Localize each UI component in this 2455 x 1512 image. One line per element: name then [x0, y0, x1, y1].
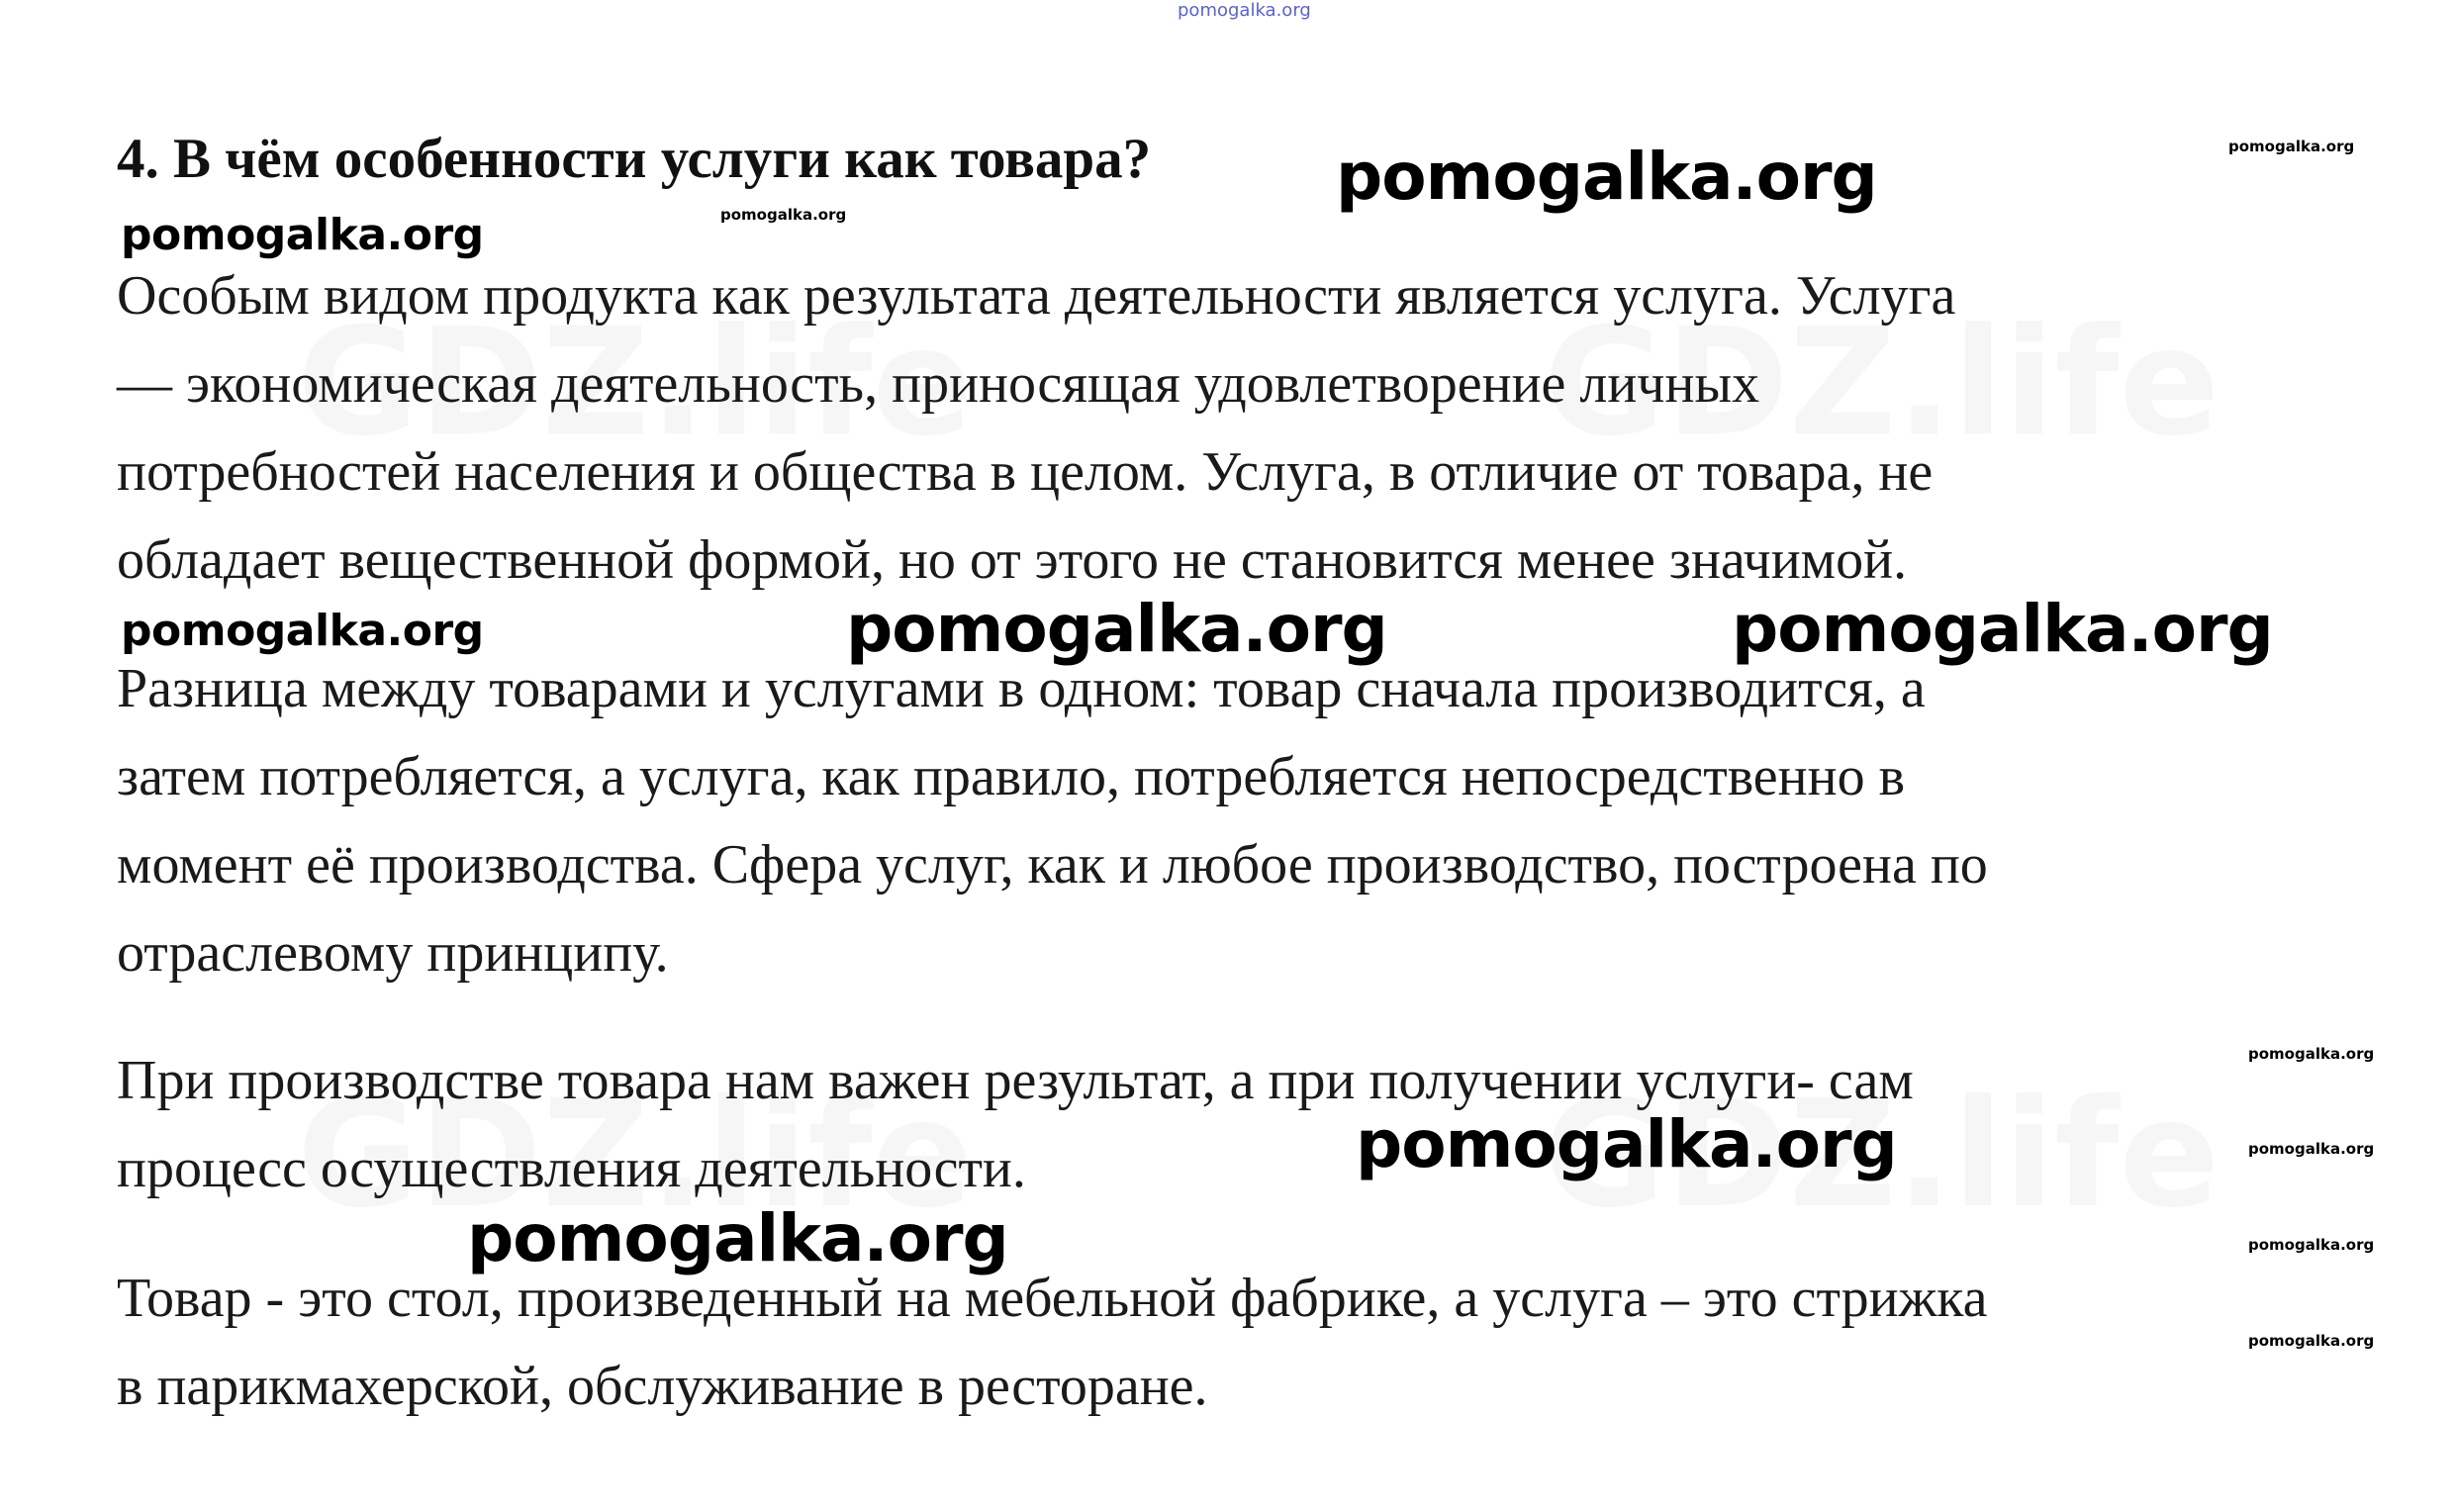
header-watermark: pomogalka.org [1178, 0, 1311, 21]
paragraph-line: отраслевому принципу. [117, 922, 669, 984]
paragraph-2 [117, 645, 2393, 997]
paragraph-line: затем потребляется, а услуга, как правило, потребляется непосредственно в [117, 746, 1906, 807]
watermark-large: pomogalka.org [846, 591, 1387, 667]
paragraph-line: Особым видом продукта как результата деятельности является услуга. Услуга [117, 265, 1956, 327]
paragraph-3 [117, 1037, 2393, 1213]
paragraph-line: момент её производства. Сфера услуг, как и любое производство, построена по [117, 834, 1988, 896]
paragraph-line: потребностей населения и общества в целом. Услуга, в отличие от товара, не [117, 441, 1934, 503]
watermark-medium: pomogalka.org [121, 606, 484, 656]
watermark-small: pomogalka.org [2248, 1332, 2375, 1350]
paragraph-4 [117, 1255, 2393, 1431]
watermark-small: pomogalka.org [2228, 138, 2355, 155]
paragraph-line: Разница между товарами и услугами в одном: товар сначала производится, а [117, 658, 1926, 719]
paragraph-line: При производстве товара нам важен результат, а при получении услуги- сам [117, 1050, 1914, 1111]
watermark-medium: pomogalka.org [121, 210, 484, 260]
watermark-large: pomogalka.org [1732, 591, 2273, 667]
paragraph-1 [117, 252, 2393, 605]
watermark-small: pomogalka.org [2248, 1140, 2375, 1158]
paragraph-line: — экономическая деятельность, приносящая удовлетворение личных [117, 353, 1760, 415]
question-heading: 4. В чём особенности услуги как товара? [117, 128, 1152, 190]
paragraph-line: Товар - это стол, произведенный на мебельной фабрике, а услуга – это стрижка [117, 1268, 1988, 1329]
paragraph-line: процесс осуществления деятельности. [117, 1138, 1026, 1199]
paragraph-line: в парикмахерской, обслуживание в ресторане. [117, 1356, 1208, 1417]
watermark-small: pomogalka.org [2248, 1236, 2375, 1254]
watermark-small: pomogalka.org [2248, 1045, 2375, 1063]
paragraph-line: обладает вещественной формой, но от этого не становится менее значимой. [117, 529, 1908, 591]
watermark-small: pomogalka.org [720, 206, 847, 224]
watermark-large: pomogalka.org [1356, 1106, 1897, 1182]
watermark-large: pomogalka.org [467, 1200, 1008, 1276]
watermark-large: pomogalka.org [1336, 139, 1877, 215]
